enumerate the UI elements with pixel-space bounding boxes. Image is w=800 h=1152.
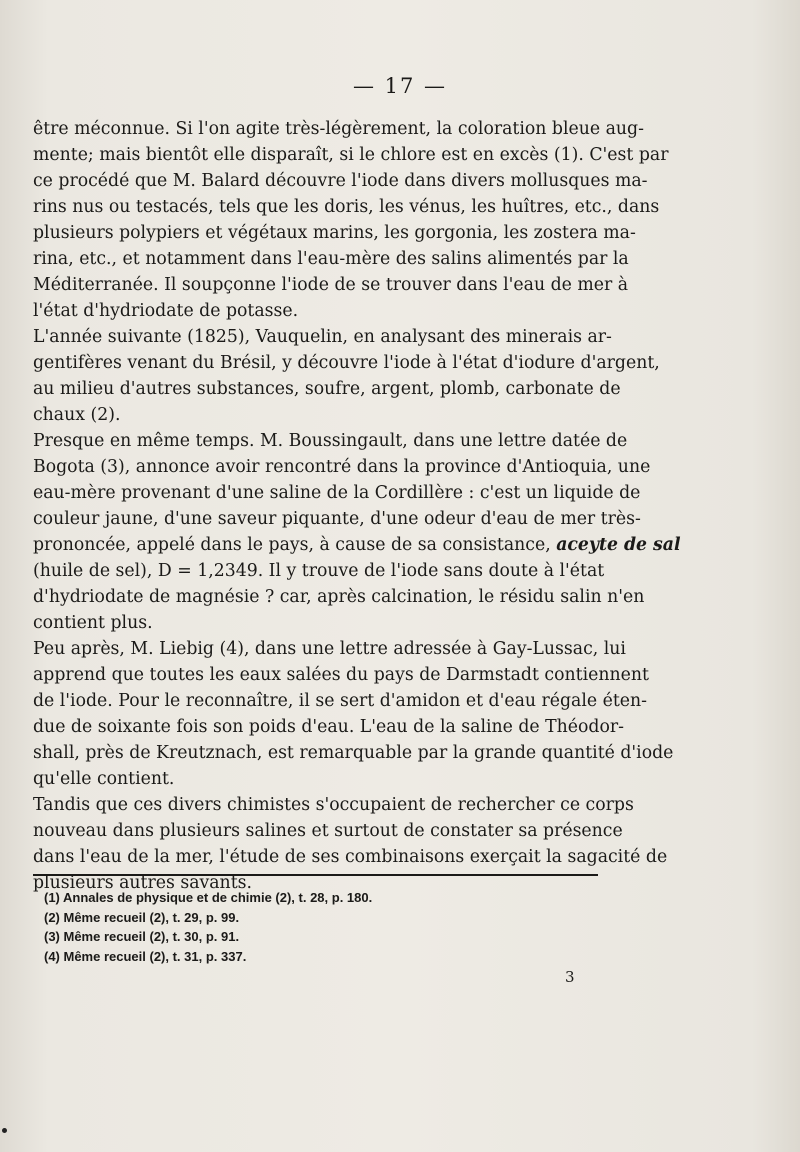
footnote-2: (2) Même recueil (2), t. 29, p. 99. <box>44 909 240 925</box>
text-line-content: eau-mère provenant d'une saline de la Cordillère : c'est un liquide de <box>33 483 641 503</box>
text-line <box>33 402 604 428</box>
footnote-3: (3) Même recueil (2), t. 30, p. 91. <box>44 929 240 944</box>
text-line <box>33 428 628 454</box>
text-line <box>33 688 647 714</box>
text-line <box>33 636 626 662</box>
text-line-content: Peu après, M. Liebig (4), dans une lettre adressée à Gay-Lussac, lui <box>33 639 626 659</box>
body-text <box>33 116 681 896</box>
text-line-content: plusieurs polypiers et végétaux marins, les gorgonia, les zostera ma- <box>33 223 636 243</box>
text-line-content: gentifères venant du Brésil, y découvre l'iode à l'état d'iodure d'argent, <box>33 353 660 373</box>
text-line <box>33 454 651 480</box>
text-line-content: dans l'eau de la mer, l'étude de ses combinaisons exerçait la sagacité de <box>33 847 668 867</box>
text-line-content: couleur jaune, d'une saveur piquante, d'une odeur d'eau de mer très- <box>33 509 641 529</box>
text-line <box>33 220 636 246</box>
text-line-content: Presque en même temps. M. Boussingault, dans une lettre datée de <box>33 431 628 451</box>
text-line-content: nouveau dans plusieurs salines et surtout de constater sa présence <box>33 821 623 841</box>
text-line <box>33 844 668 870</box>
text-line-content: mente; mais bientôt elle disparaît, si le chlore est en excès (1). C'est par <box>33 145 669 165</box>
footnote-1: (1) Annales de physique et de chimie (2), t. 28, p. 180. <box>44 890 373 905</box>
text-line <box>33 506 641 532</box>
text-line <box>33 168 648 194</box>
italic-term: aceyte de sal <box>556 535 681 555</box>
text-line <box>33 246 629 272</box>
text-line-content: prononcée, appelé dans le pays, à cause de sa consistance, <box>33 535 551 555</box>
text-line-content: apprend que toutes les eaux salées du pays de Darmstadt contiennent <box>33 665 649 685</box>
text-line-content: ce procédé que M. Balard découvre l'iode dans divers mollusques ma- <box>33 171 648 191</box>
text-line <box>33 480 641 506</box>
text-line <box>33 662 649 688</box>
text-line-content: Bogota (3), annonce avoir rencontré dans la province d'Antioquia, une <box>33 457 651 477</box>
text-line-content: shall, près de Kreutznach, est remarquable par la grande quantité d'iode <box>33 743 674 763</box>
text-line-content: contient plus. <box>33 613 153 633</box>
text-line <box>33 376 621 402</box>
text-line-content: L'année suivante (1825), Vauquelin, en analysant des minerais ar- <box>33 327 612 347</box>
footnotes <box>44 888 584 966</box>
footnote-separator <box>33 874 598 876</box>
text-line-content: de l'iode. Pour le reconnaître, il se sert d'amidon et d'eau régale éten- <box>33 691 647 711</box>
text-line <box>33 584 645 610</box>
text-line <box>33 792 634 818</box>
text-line-content: Tandis que ces divers chimistes s'occupaient de rechercher ce corps <box>33 795 634 815</box>
text-line-content: Méditerranée. Il soupçonne l'iode de se trouver dans l'eau de mer à <box>33 275 629 295</box>
text-line <box>33 324 612 350</box>
text-line-content: (huile de sel), D = 1,2349. Il y trouve de l'iode sans doute à l'état <box>33 561 605 581</box>
text-line <box>33 714 624 740</box>
text-line-content: plusieurs autres savants. <box>33 873 252 893</box>
page-number: — 17 — <box>352 74 448 98</box>
text-line <box>33 142 669 168</box>
text-line <box>33 740 674 766</box>
text-line <box>33 818 623 844</box>
text-line-content: rins nus ou testacés, tels que les doris, les vénus, les huîtres, etc., dans <box>33 197 660 217</box>
text-line <box>33 298 604 324</box>
text-line-content: chaux (2). <box>33 405 121 425</box>
text-line <box>33 116 644 142</box>
text-line <box>33 766 604 792</box>
text-line-content: l'état d'hydriodate de potasse. <box>33 301 299 321</box>
text-line <box>33 194 660 220</box>
footnote-4: (4) Même recueil (2), t. 31, p. 337. <box>44 948 247 964</box>
text-line-content: au milieu d'autres substances, soufre, argent, plomb, carbonate de <box>33 379 621 399</box>
text-line <box>33 610 604 636</box>
text-line <box>33 532 681 558</box>
text-line <box>33 350 660 376</box>
text-line-content: qu'elle contient. <box>33 769 175 789</box>
scan-speck <box>2 1128 7 1133</box>
signature-mark: 3 <box>565 968 575 986</box>
text-line <box>33 558 604 584</box>
text-line-content: être méconnue. Si l'on agite très-légèrement, la coloration bleue aug- <box>33 119 644 139</box>
text-line-content: due de soixante fois son poids d'eau. L'eau de la saline de Théodor- <box>33 717 624 737</box>
text-line-content: d'hydriodate de magnésie ? car, après calcination, le résidu salin n'en <box>33 587 645 607</box>
text-line-content: rina, etc., et notamment dans l'eau-mère des salins alimentés par la <box>33 249 629 269</box>
text-line <box>33 272 629 298</box>
